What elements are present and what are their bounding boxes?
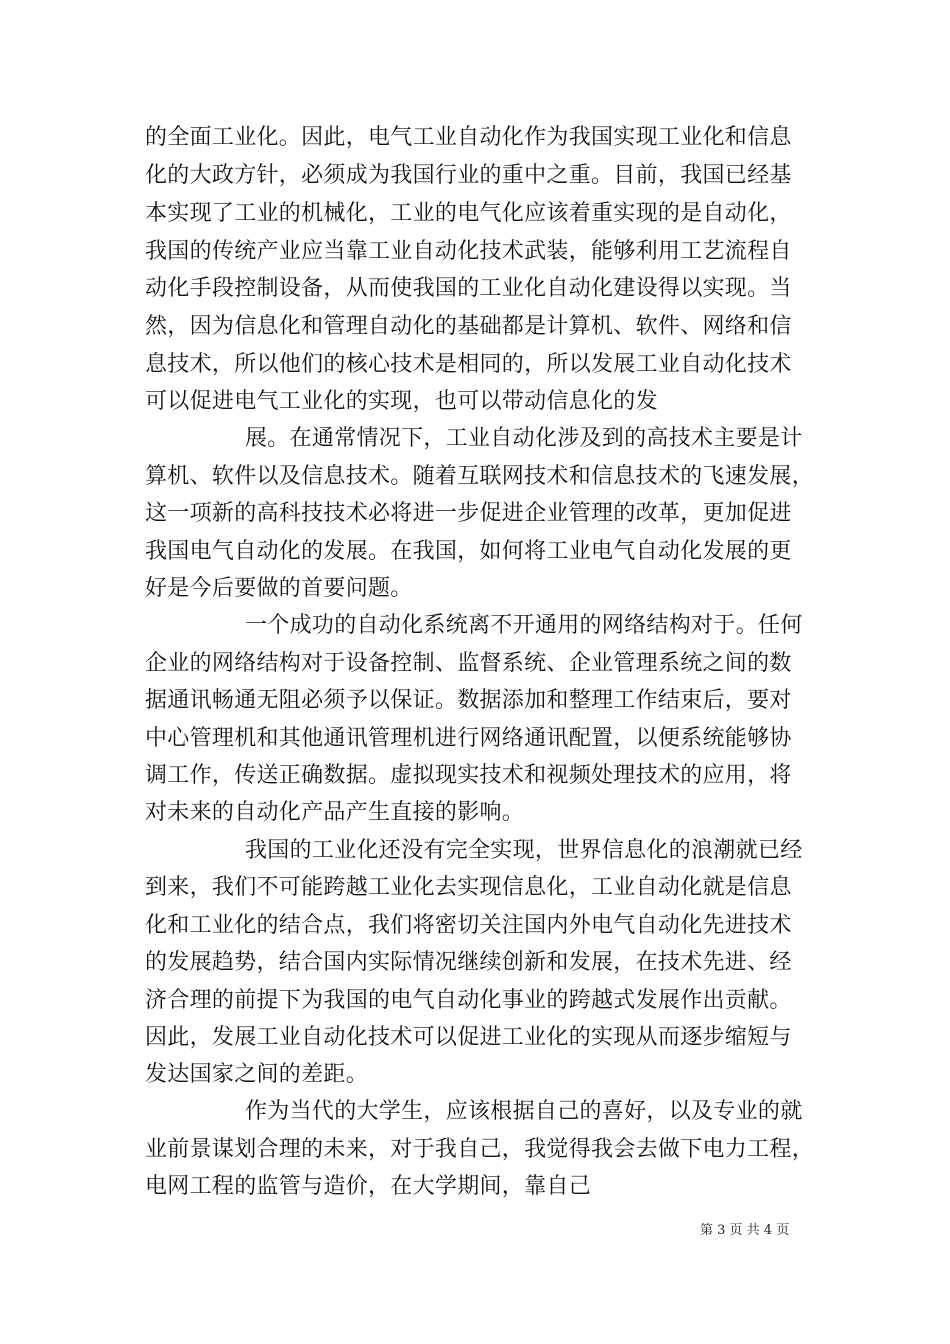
paragraph-2-line-1: 展。在通常情况下，工业自动化涉及到的高技术主要是计 (245, 426, 803, 451)
paragraph-5-line-2: 业前景谋划合理的未来，对于我自己，我觉得我会去做下电力工程， (145, 1137, 815, 1162)
paragraph-3-line-3: 据通讯畅通无阻必须予以保证。数据添加和整理工作结束后，要对 (145, 688, 792, 713)
paragraph-3-line-1: 一个成功的自动化系统离不开通用的网络结构对于。任何 (245, 613, 803, 638)
paragraph-1-line-8: 可以促进电气工业化的实现，也可以带动信息化的发 (145, 389, 658, 414)
paragraph-2-line-4: 我国电气自动化的发展。在我国，如何将工业电气自动化发展的更 (145, 539, 792, 564)
paragraph-4-line-3: 化和工业化的结合点，我们将密切关注国内外电气自动化先进技术 (145, 913, 792, 938)
paragraph-4-line-2: 到来，我们不可能跨越工业化去实现信息化，工业自动化就是信息 (145, 875, 792, 900)
paragraph-3-line-2: 企业的网络结构对于设备控制、监督系统、企业管理系统之间的数 (145, 651, 792, 676)
paragraph-1-line-1: 的全面工业化。因此，电气工业自动化作为我国实现工业化和信息 (145, 125, 792, 150)
paragraph-2-line-3: 这一项新的高科技技术必将进一步促进企业管理的改革，更加促进 (145, 501, 792, 526)
paragraph-1-line-7: 息技术，所以他们的核心技术是相同的，所以发展工业自动化技术 (145, 352, 792, 377)
paragraph-5-line-3: 电网工程的监管与造价，在大学期间，靠自己 (145, 1174, 592, 1199)
paragraph-4-line-4: 的发展趋势，结合国内实际情况继续创新和发展，在技术先进、经 (145, 950, 792, 975)
paragraph-4-line-5: 济合理的前提下为我国的电气自动化事业的跨越式发展作出贡献。 (145, 988, 792, 1013)
paragraph-3-line-6: 对未来的自动化产品产生直接的影响。 (145, 800, 525, 825)
paragraph-1-line-5: 动化手段控制设备，从而使我国的工业化自动化建设得以实现。当 (145, 276, 792, 301)
page-number-footer: 第 3 页 共 4 页 (700, 1223, 790, 1238)
paragraph-5-line-1: 作为当代的大学生，应该根据自己的喜好，以及专业的就 (245, 1099, 803, 1124)
paragraph-1-line-4: 我国的传统产业应当靠工业自动化技术武装，能够利用工艺流程自 (145, 239, 792, 264)
paragraph-1-line-2: 化的大政方针，必须成为我国行业的重中之重。目前，我国已经基 (145, 163, 792, 188)
paragraph-4-line-7: 发达国家之间的差距。 (145, 1062, 369, 1087)
paragraph-3-line-5: 调工作，传送正确数据。虚拟现实技术和视频处理技术的应用，将 (145, 763, 792, 788)
paragraph-1-line-3: 本实现了工业的机械化，工业的电气化应该着重实现的是自动化， (145, 201, 792, 226)
paragraph-4-line-6: 因此，发展工业自动化技术可以促进工业化的实现从而逐步缩短与 (145, 1025, 792, 1050)
paragraph-2-line-2: 算机、软件以及信息技术。随着互联网技术和信息技术的飞速发展， (145, 464, 815, 489)
paragraph-2-line-5: 好是今后要做的首要问题。 (145, 576, 413, 601)
paragraph-3-line-4: 中心管理机和其他通讯管理机进行网络通讯配置，以便系统能够协 (145, 726, 792, 751)
paragraph-4-line-1: 我国的工业化还没有完全实现，世界信息化的浪潮就已经 (245, 838, 803, 863)
paragraph-1-line-6: 然，因为信息化和管理自动化的基础都是计算机、软件、网络和信 (145, 314, 792, 339)
